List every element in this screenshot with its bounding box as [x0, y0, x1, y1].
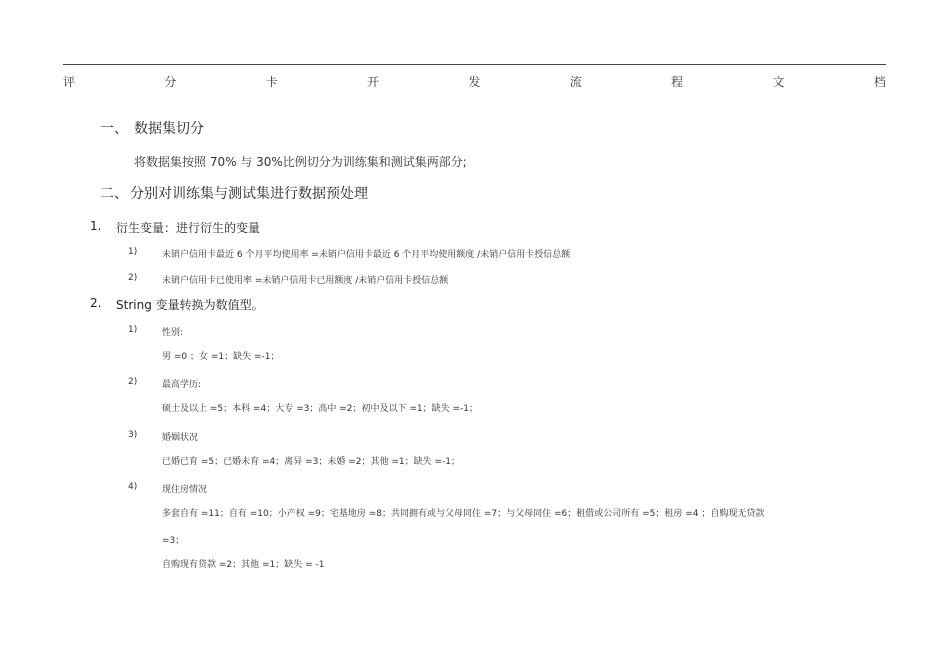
title-char: 发 [468, 75, 481, 89]
title-char: 文 [772, 75, 785, 89]
list-item-text: 未销户信用卡已使用率 =未销户信用卡已用额度 /未销户信用卡授信总额 [162, 276, 449, 286]
title-char: 档 [873, 75, 886, 89]
list-item-value: 已婚已育 =5；已婚未育 =4；离异 =3；未婚 =2；其他 =1；缺失 =-1； [162, 457, 461, 467]
header-rule [63, 64, 886, 65]
list-item-value: 男 =0 ；女 =1；缺失 =-1； [162, 352, 280, 362]
title-char: 分 [164, 75, 177, 89]
list-item-value: 硕士及以上 =5；本科 =4；大专 =3；高中 =2；初中及以下 =1；缺失 =-1； [162, 404, 479, 414]
list-item-value: 多套自有 =11；自有 =10；小产权 =9；宅基地房 =8；共同拥有或与父母同住 =7；与父母同住 =6；租借或公司所有 =5；租房 =4 ；自购现无贷款 [162, 509, 765, 519]
list-item-number: 2) [128, 377, 138, 387]
subsection-2-number: 2. [90, 296, 102, 310]
list-item-label: 现住房情况 [162, 485, 208, 495]
section-1-title: 数据集切分 [134, 121, 204, 137]
subsection-1-title: 衍生变量：进行衍生的变量 [116, 221, 261, 235]
section-1-paragraph: 将数据集按照 70% 与 30%比例切分为训练集和测试集两部分; [134, 155, 467, 169]
list-item-number: 3) [128, 430, 138, 440]
list-item-number: 2) [128, 273, 138, 283]
list-item-label: 最高学历: [162, 380, 202, 390]
list-item-number: 1) [128, 247, 138, 257]
title-char: 评 [63, 75, 76, 89]
list-item-text: 未销户信用卡最近 6 个月平均使用率 =未销户信用卡最近 6 个月平均使用额度 /未销户信用卡授信总额 [162, 250, 571, 260]
list-item-value: 自购现有贷款 =2；其他 =1；缺失 = -1 [162, 560, 325, 570]
section-2-title: 分别对训练集与测试集进行数据预处理 [130, 186, 368, 202]
list-item-value: =3； [162, 536, 185, 546]
list-item-number: 4) [128, 482, 138, 492]
title-char: 程 [671, 75, 684, 89]
list-item-label: 性别: [162, 328, 184, 338]
title-char: 卡 [265, 75, 278, 89]
document-title [63, 73, 886, 90]
list-item-number: 1) [128, 325, 138, 335]
section-2-number: 二、 [100, 186, 128, 202]
title-char: 开 [367, 75, 380, 89]
subsection-2-title: String 变量转换为数值型。 [116, 298, 264, 312]
title-char: 流 [569, 75, 582, 89]
subsection-1-number: 1. [90, 219, 102, 233]
list-item-label: 婚姻状况 [162, 433, 199, 443]
section-1-number: 一、 [100, 121, 128, 137]
